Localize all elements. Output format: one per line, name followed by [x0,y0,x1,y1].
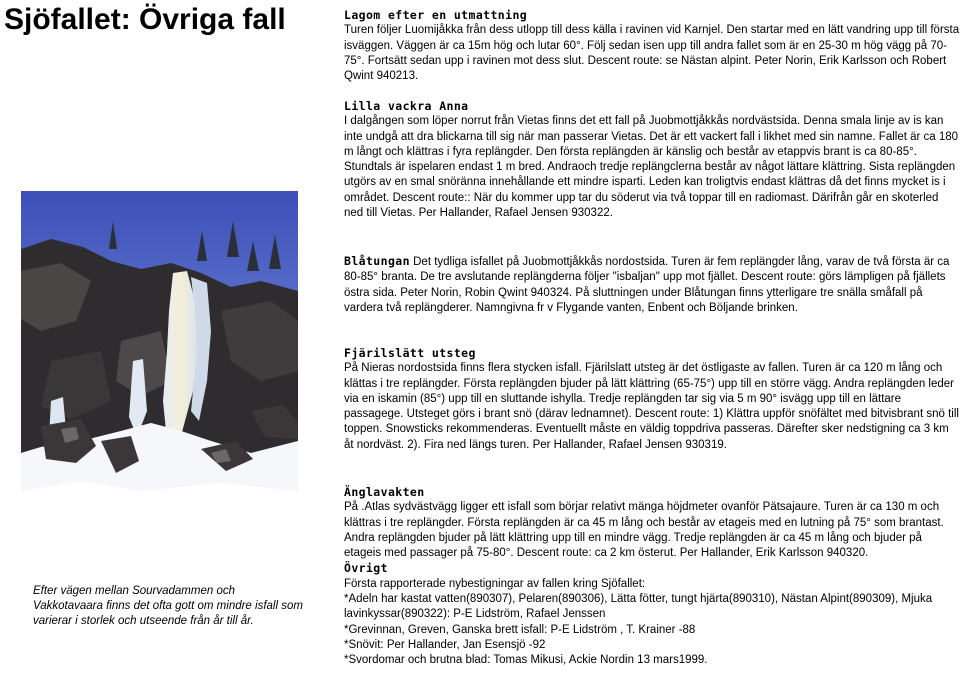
section-text: I dalgången som löper norrut från Vietas finns det ett fall på Juobmottjåkkås nordvästsida. Denna smala linje av is kan inte undgå att dra blickarna till sig när man passerar Vietas. Det är ett vackert fall i likhet med sin namne. Fallet är ca 180 m långt och klättras i fyra replängder. Den första replängden är känslig och består av etappvis brant is ca 80-85°. Stundtals är ispelaren endast 1 m bred. Andraoch tredje replängclerna består av något lättare klättring. Sista replängden utgörs av en smal snöränna innehållande ett mindre isparti. Leden kan troligtvis endast klättras då det finns mycket is i området. Descent route:: När du kommer upp tar du söderut via två toppar till en radiomast. Därifrån går en skoterled ned till Vietas. Per Hallander, Rafael Jensen 930322. [344,115,959,220]
first-ascent-item: *Svordomar och brutna blad: Tomas Mikusi, Ackie Nordin 13 mars1999. [344,654,708,667]
section-heading: Fjärilslätt utsteg [344,346,476,360]
section-text: På .Atlas sydvästvägg ligger ett isfall som börjar relativt mänga höjdmeter ovanför Pätsajaure. Turen är ca 130 m och klättras i tre replängder. Första replängden är ca 45 m lång och består av etageis med en lutning på 75° som brantast. Andra replängden bjuder på lätt klättring upp till en mindre vägg. Tredje replängden är ca 45 m lång och bjuder på etageis med passager på 75-80°. Descent route: ca 2 km österut. Per Hallander, Erik Karlsson 940320. [344,501,944,560]
first-ascent-item: *Grevinnan, Greven, Ganska brett isfall: P-E Lidström , T. Krainer -88 [344,623,696,636]
section-fjarilslatt-utsteg [344,346,960,453]
section-heading: Lagom efter en utmattning [344,8,528,22]
ovrigt-intro: Första rapporterade nybestigningar av fallen kring Sjöfallet: [344,577,646,590]
first-ascent-item: *Snövit: Per Hallander, Jan Esensjö -92 [344,638,546,651]
section-heading: Blåtungan [344,254,410,268]
section-heading: Änglavakten [344,485,425,499]
photo-caption: Efter vägen mellan Sourvadammen och Vakkotavaara finns det ofta gott om mindre isfall som varierar i storlek och utseende från år till år. [33,585,303,627]
section-text: Det tydliga isfallet på Juobmottjåkkås nordostsida. Turen är fem replängder lång, varav de två första är ca 80-85° branta. De tre avslutande replängderna följer "isbaljan" upp mot fjället. Descent route: görs lämpligen på fjällets östra sida. Peter Norin, Robin Qwint 940324. På sluttningen under Blåtungan finns ytterligare tre snälla småfall på vardera två replängderer. Namngivna fr v Flygande vanten, Enbent och Böljande brinken. [344,256,950,314]
section-blatungan [344,254,960,316]
section-lilla-vackra-anna [344,99,960,221]
page-title: Sjöfallet: Övriga fall [4,3,286,36]
section-heading-ovrigt: Övrigt [344,561,388,576]
frozen-waterfall-photo [21,191,298,567]
section-text: På Nieras nordostsida finns flera stycken isfall. Fjärilslatt utsteg är det östligaste av fallen. Turen är ca 120 m lång och klättas i tre replängder. Första replängden bjuder på lätt klättring (65-75°) upp till en större vägg. Andra replängden leder via en iskamin (85°) upp till en sluttande ishylla. Tredje replängden tar sig via 5 m 90° isvägg upp till en lättare passagege. Utsteget görs i brant snö (därav lednamnet). Descent route: 1) Klättra uppför snöfältet med bitvisbrant snö till toppen. Snowsticks rekommenderas. Eventuellt måste en väldig toppdriva passeras. Därefter sker nedstigning ca 3 km åt nordväst. 2). Fira ned längs turen. Per Hallander, Rafael Jensen 930319. [344,362,959,451]
section-anglavakten [344,485,960,669]
section-text: Turen följer Luomijåkka från dess utlopp till dess källa i ravinen vid Karnjel. Den startar med en lätt vandring upp till första isväggen. Väggen är ca 15m hög och lutar 60°. Följ sedan isen upp till andra fallet som är en 25-30 m hög vägg på 70-75°. Fortsätt sedan upp i ravinen mot dess slut. Descent route: se Nästan alpint. Peter Norin, Erik Karlsson och Robert Qwint 940213. [344,24,960,83]
first-ascent-item: *Adeln har kastat vatten(890307), Pelaren(890306), Lätta fötter, tungt hjärta(890310), Nästan Alpint(890309), Mjuka lavinkyssar(890322): P-E Lidström, Rafael Jenssen [344,593,933,621]
section-lagom-efter-en-utmattning [344,8,960,84]
section-heading: Lilla vackra Anna [344,99,469,113]
